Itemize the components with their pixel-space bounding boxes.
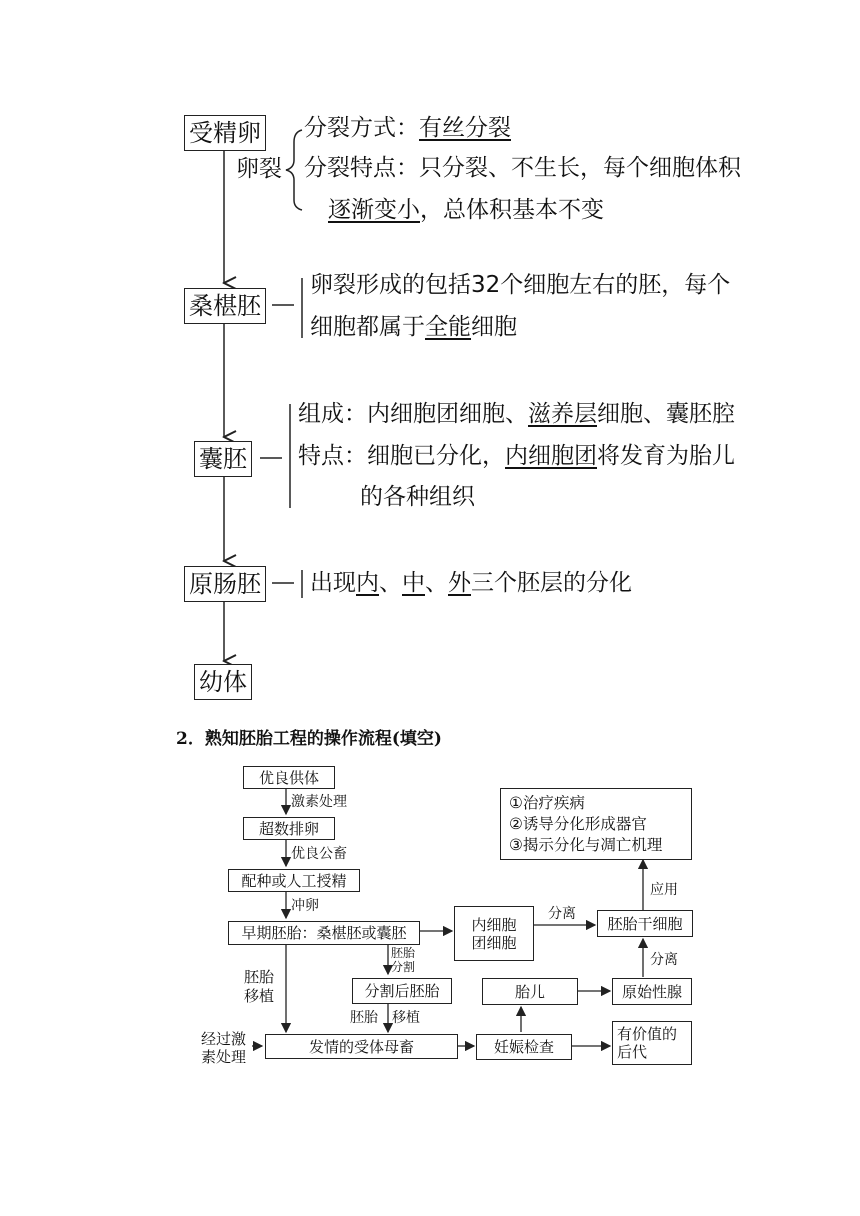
box-embryonic-stem-cell: 胚胎干细胞 bbox=[597, 910, 693, 937]
answer-endoderm: 内 bbox=[356, 570, 379, 596]
answer-ectoderm: 外 bbox=[448, 570, 471, 596]
box-fetus: 胎儿 bbox=[482, 978, 578, 1005]
label-recipient-hormone: 经过激 素处理 bbox=[201, 1030, 247, 1066]
cleavage-label: 卵裂 bbox=[236, 156, 282, 182]
gastrula-desc: 出现内、中、外三个胚层的分化 bbox=[310, 570, 632, 596]
box-early-embryo: 早期胚胎：桑椹胚或囊胚 bbox=[228, 921, 420, 945]
application-treat-disease: ①治疗疾病 bbox=[509, 793, 585, 812]
label-separate-1: 分离 bbox=[548, 906, 576, 922]
blastocyst-feature-line1: 特点：细胞已分化，内细胞团将发育为胎儿 bbox=[298, 443, 735, 469]
morula-desc-line2: 细胞都属于全能细胞 bbox=[310, 314, 517, 340]
label-flush-eggs: 冲卵 bbox=[291, 898, 319, 914]
cleavage-feature-line2: 逐渐变小，总体积基本不变 bbox=[328, 197, 604, 223]
box-pregnancy-check: 妊娠检查 bbox=[476, 1034, 572, 1060]
label-embryo-transfer: 胚胎 移植 bbox=[244, 968, 275, 1005]
stage-blastocyst: 囊胚 bbox=[194, 441, 252, 477]
label-separate-2: 分离 bbox=[650, 952, 678, 968]
box-recipient-in-estrus: 发情的受体母畜 bbox=[265, 1034, 458, 1059]
box-applications bbox=[500, 788, 692, 860]
morula-desc-line1: 卵裂形成的包括32个细胞左右的胚，每个 bbox=[310, 272, 731, 298]
label-application: 应用 bbox=[650, 882, 678, 898]
label-embryo-split: 胚胎 分割 bbox=[391, 946, 416, 974]
stage-larva: 幼体 bbox=[194, 664, 252, 700]
answer-mitosis: 有丝分裂 bbox=[419, 115, 511, 141]
label-embryo-inline: 胚胎 bbox=[350, 1010, 378, 1026]
blastocyst-composition: 组成：内细胞团细胞、滋养层细胞、囊胚腔 bbox=[298, 401, 735, 427]
box-split-embryo: 分割后胚胎 bbox=[352, 978, 452, 1004]
label-transfer-inline: 移植 bbox=[392, 1010, 420, 1026]
box-inner-cell-mass: 内细胞 团细胞 bbox=[454, 906, 534, 961]
application-reveal-mechanism: ③揭示分化与凋亡机理 bbox=[509, 835, 663, 854]
box-primordial-gonad: 原始性腺 bbox=[612, 978, 692, 1005]
section2-heading: 2．熟知胚胎工程的操作流程(填空) bbox=[176, 729, 442, 749]
box-superovulation: 超数排卵 bbox=[243, 817, 335, 840]
stage-fertilized-egg: 受精卵 bbox=[184, 115, 266, 151]
box-valuable-offspring: 有价值的 后代 bbox=[612, 1021, 692, 1065]
cleavage-feature-line1: 分裂特点：只分裂、不生长，每个细胞体积 bbox=[304, 155, 741, 181]
stage-morula: 桑椹胚 bbox=[184, 288, 266, 324]
label-good-male: 优良公畜 bbox=[291, 846, 347, 862]
box-mating-or-insemination: 配种或人工授精 bbox=[228, 869, 360, 892]
answer-gradually-smaller: 逐渐变小 bbox=[328, 197, 420, 223]
answer-mesoderm: 中 bbox=[402, 570, 425, 596]
answer-totipotent: 全能 bbox=[425, 314, 471, 340]
application-induce-organ: ②诱导分化形成器官 bbox=[509, 814, 647, 833]
stage-gastrula: 原肠胚 bbox=[184, 566, 266, 602]
cleavage-mode: 分裂方式：有丝分裂 bbox=[304, 115, 511, 141]
blastocyst-feature-line2: 的各种组织 bbox=[360, 484, 475, 510]
answer-trophoblast: 滋养层 bbox=[528, 401, 597, 427]
box-good-donor: 优良供体 bbox=[243, 766, 335, 789]
answer-inner-cell-mass: 内细胞团 bbox=[505, 443, 597, 469]
label-hormone-treatment: 激素处理 bbox=[291, 794, 347, 810]
